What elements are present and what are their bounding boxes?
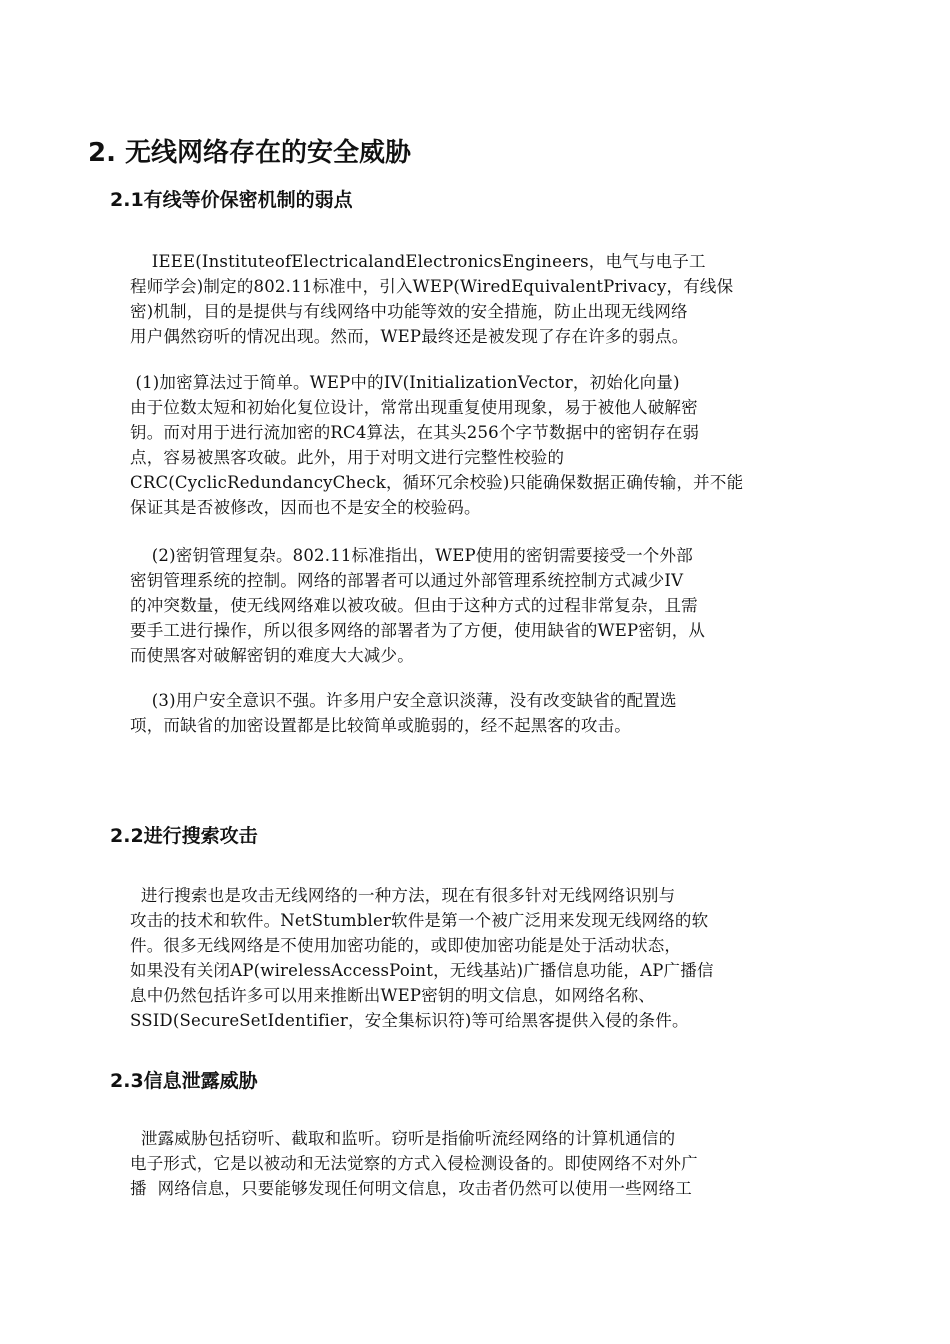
text-line: (1)加密算法过于简单。WEP中的IV(InitializationVector，初始化向量) <box>130 373 680 392</box>
paragraph-user-awareness <box>130 688 785 738</box>
text-line: 息中仍然包括许多可以用来推断出WEP密钥的明文信息，如网络名称、 <box>130 986 656 1005</box>
text-line: 用户偶然窃听的情况出现。然而，WEP最终还是被发现了存在许多的弱点。 <box>130 327 689 346</box>
text-line: 电子形式，它是以被动和无法觉察的方式入侵检测设备的。即使网络不对外广 <box>130 1154 698 1173</box>
text-line: 攻击的技术和软件。NetStumbler软件是第一个被广泛用来发现无线网络的软 <box>130 911 709 930</box>
text-line: 项，而缺省的加密设置都是比较简单或脆弱的，经不起黑客的攻击。 <box>130 716 631 735</box>
text-line: 要手工进行操作，所以很多网络的部署者为了方便，使用缺省的WEP密钥，从 <box>130 621 706 640</box>
text-line: 保证其是否被修改，因而也不是安全的校验码。 <box>130 498 481 517</box>
paragraph-search-attack <box>130 883 785 1033</box>
paragraph-ieee-intro <box>130 249 785 349</box>
text-line: (3)用户安全意识不强。许多用户安全意识淡薄，没有改变缺省的配置选 <box>130 691 677 710</box>
text-line: 程师学会)制定的802.11标准中，引入WEP(WiredEquivalentPrivacy，有线保 <box>130 277 734 296</box>
text-line: IEEE(InstituteofElectricalandElectronicsEngineers，电气与电子工 <box>130 252 706 271</box>
paragraph-encryption-weakness <box>130 370 785 520</box>
text-line: 如果没有关闭AP(wirelessAccessPoint，无线基站)广播信息功能，AP广播信 <box>130 961 714 980</box>
page-title: 2. 无线网络存在的安全威胁 <box>88 138 412 168</box>
text-line: 件。很多无线网络是不使用加密功能的，或即使加密功能是处于活动状态， <box>130 936 682 955</box>
text-line: 而使黑客对破解密钥的难度大大减少。 <box>130 646 414 665</box>
text-line: CRC(CyclicRedundancyCheck，循环冗余校验)只能确保数据正确传输，并不能 <box>130 473 744 492</box>
section-heading-2-1: 2.1有线等价保密机制的弱点 <box>110 189 353 211</box>
text-line: 进行搜索也是攻击无线网络的一种方法，现在有很多针对无线网络识别与 <box>130 886 676 905</box>
text-line: 的冲突数量，使无线网络难以被攻破。但由于这种方式的过程非常复杂，且需 <box>130 596 698 615</box>
text-line: 点，容易被黑客攻破。此外，用于对明文进行完整性校验的 <box>130 448 565 467</box>
section-heading-2-3: 2.3信息泄露威胁 <box>110 1070 258 1092</box>
text-line: (2)密钥管理复杂。802.11标准指出，WEP使用的密钥需要接受一个外部 <box>130 546 693 565</box>
text-line: 播 网络信息，只要能够发现任何明文信息，攻击者仍然可以使用一些网络工 <box>130 1179 692 1198</box>
text-line: 泄露威胁包括窃听、截取和监听。窃听是指偷听流经网络的计算机通信的 <box>130 1129 676 1148</box>
text-line: SSID(SecureSetIdentifier，安全集标识符)等可给黑客提供入侵的条件。 <box>130 1011 689 1030</box>
paragraph-information-leak <box>130 1126 785 1201</box>
text-line: 由于位数太短和初始化复位设计，常常出现重复使用现象，易于被他人破解密 <box>130 398 698 417</box>
text-line: 密钥管理系统的控制。网络的部署者可以通过外部管理系统控制方式减少IV <box>130 571 684 590</box>
paragraph-key-management <box>130 543 785 668</box>
section-heading-2-2: 2.2进行搜索攻击 <box>110 825 258 847</box>
text-line: 钥。而对用于进行流加密的RC4算法，在其头256个字节数据中的密钥存在弱 <box>130 423 700 442</box>
text-line: 密)机制，目的是提供与有线网络中功能等效的安全措施，防止出现无线网络 <box>130 302 688 321</box>
